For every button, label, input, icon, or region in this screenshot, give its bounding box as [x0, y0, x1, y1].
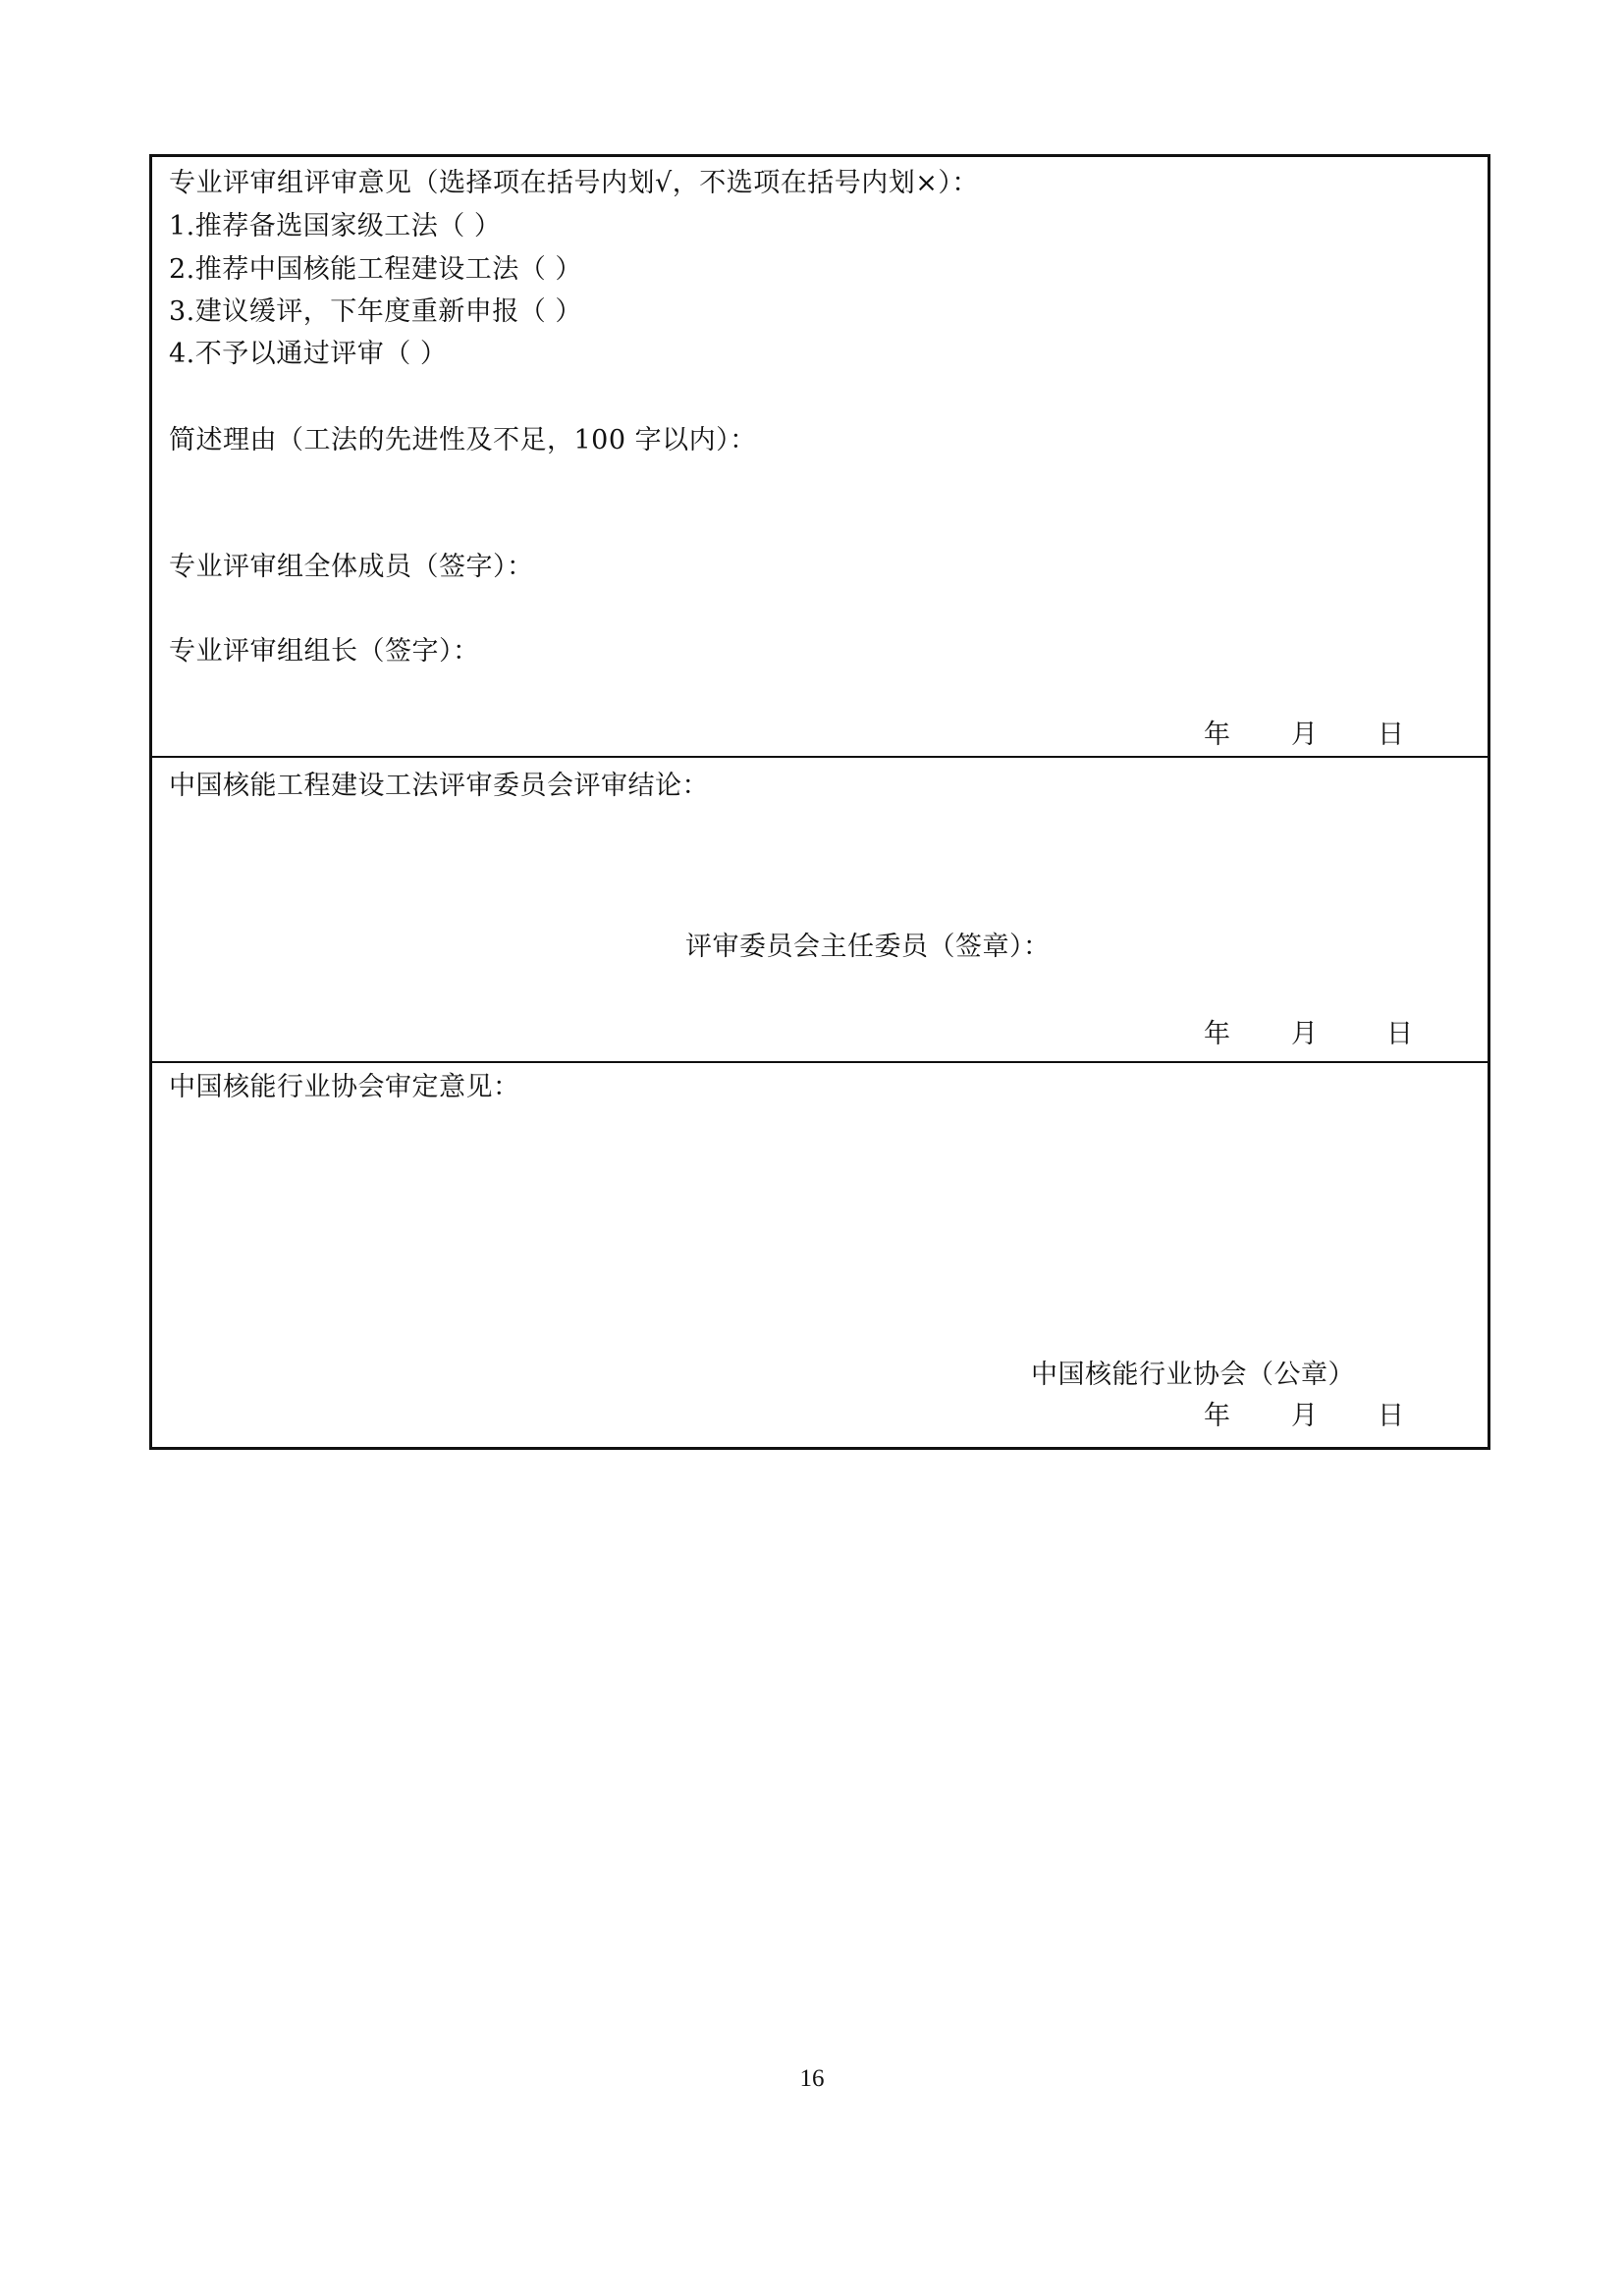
date-year: 年 — [1204, 720, 1230, 750]
association-section — [152, 1063, 1488, 1450]
reason-label: 简述理由（工法的先进性及不足，100 字以内）： — [169, 425, 757, 455]
date-day: 日 — [1386, 1019, 1413, 1049]
date-month: 月 — [1291, 720, 1318, 750]
review-form-table — [149, 154, 1490, 1450]
chair-signature-label: 评审委员会主任委员（签章）： — [685, 932, 1051, 962]
review-group-section — [152, 157, 1488, 758]
date-day: 日 — [1378, 1401, 1404, 1431]
date-year: 年 — [1204, 1401, 1230, 1431]
option-defer-review: 3.建议缓评，下年度重新申报（ ） — [169, 296, 582, 327]
page-number: 16 — [799, 2065, 825, 2092]
date-day: 日 — [1378, 720, 1404, 750]
option-reject: 4.不予以通过评审（ ） — [169, 339, 448, 369]
committee-section — [152, 758, 1488, 1063]
date-month: 月 — [1291, 1019, 1318, 1049]
association-seal-label: 中国核能行业协会（公章） — [1031, 1360, 1355, 1390]
option-nuclear-method: 2.推荐中国核能工程建设工法（ ） — [169, 254, 582, 285]
date-year: 年 — [1204, 1019, 1230, 1049]
leader-signature-label: 专业评审组组长（签字）： — [169, 636, 480, 667]
option-national-method: 1.推荐备选国家级工法（ ） — [169, 211, 502, 241]
members-signature-label: 专业评审组全体成员（签字）： — [169, 552, 534, 582]
review-group-heading: 专业评审组评审意见（选择项在括号内划√，不选项在括号内划×）： — [169, 168, 979, 198]
association-heading: 中国核能行业协会审定意见： — [169, 1072, 520, 1102]
committee-heading: 中国核能工程建设工法评审委员会评审结论： — [169, 771, 709, 801]
date-month: 月 — [1291, 1401, 1318, 1431]
